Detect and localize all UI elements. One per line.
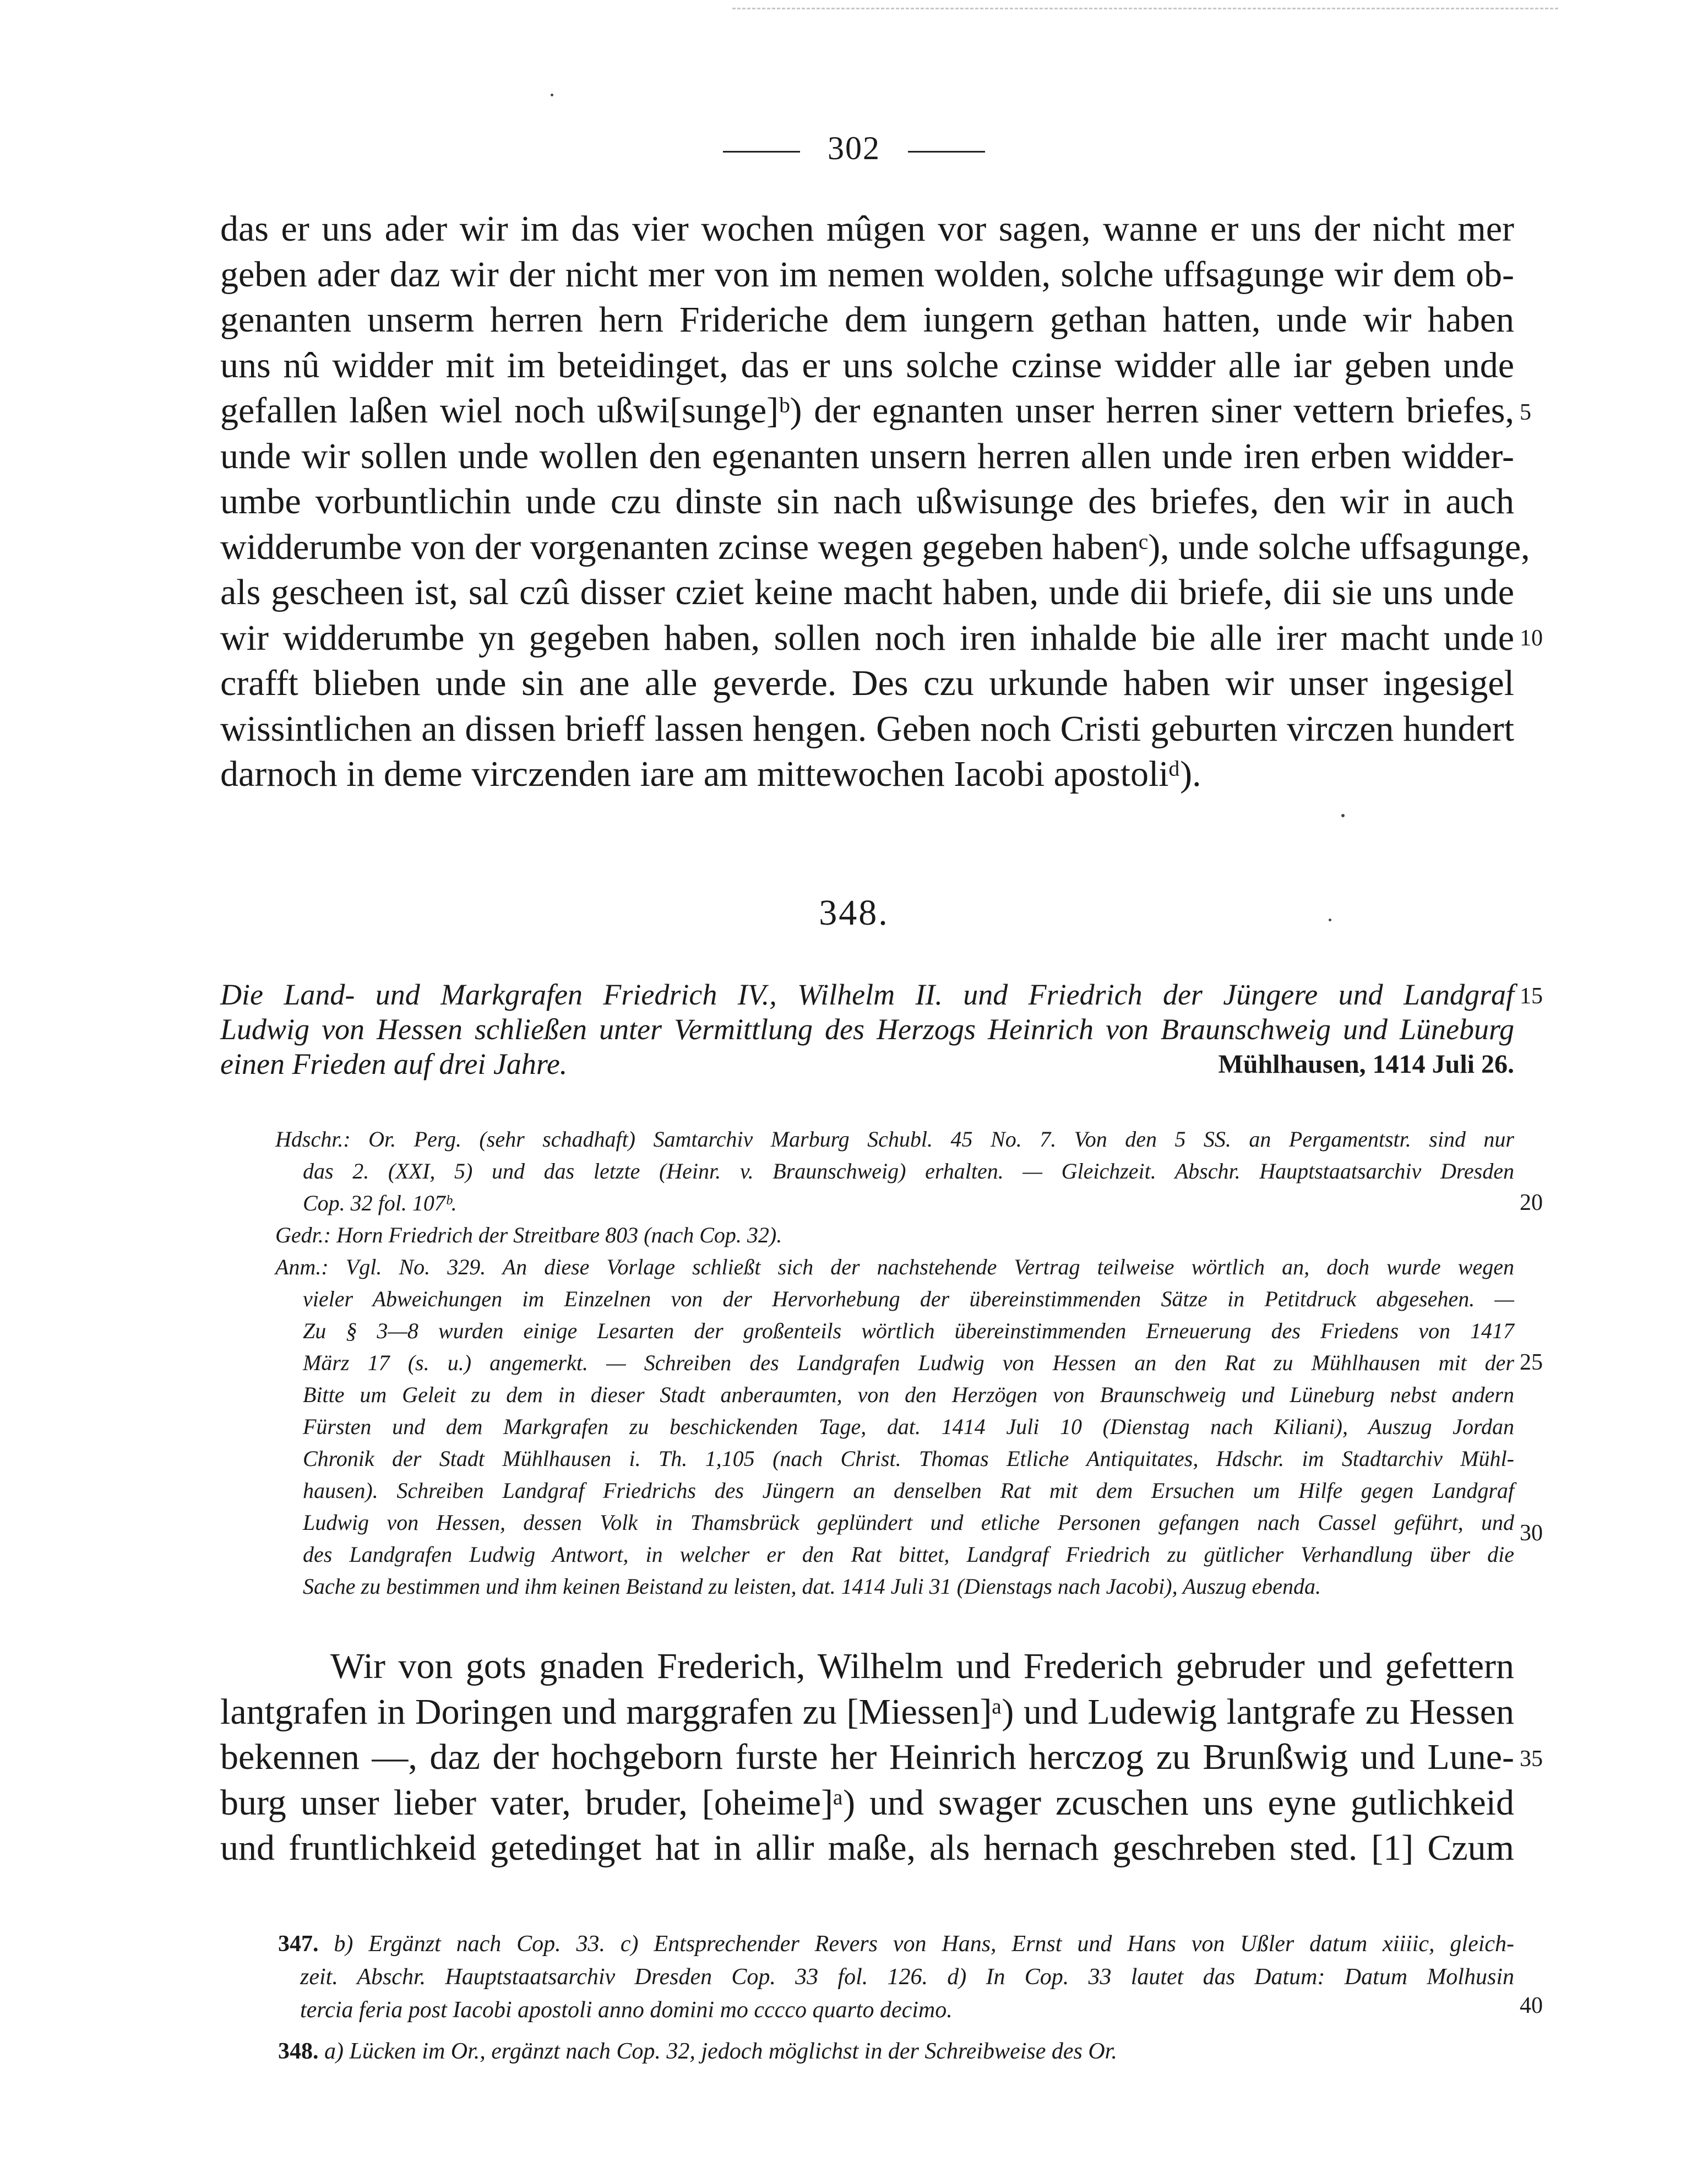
- text-line: und fruntlichkeid getedinget hat in allir maße, als hernach geschreben sted. [1] Czum: [220, 1828, 1514, 1868]
- text-line: umbe vorbuntlichin unde czu dinste sin nach ußwisunge des briefes, den wir in auch: [220, 481, 1514, 522]
- note-line: März 17 (s. u.) angemerkt. — Schreiben des Landgrafen Ludwig von Hessen an den Rat zu Mühlhausen mit der: [303, 1350, 1514, 1375]
- footnote-text: a) Lücken im Or., ergänzt nach Cop. 32, jedoch möglichst in der Schreibweise des Or.: [324, 2039, 1117, 2064]
- margin-line-number: 10: [1520, 626, 1543, 651]
- footnote-line: [278, 2035, 1514, 2068]
- footnote-line: zeit. Abschr. Hauptstaatsarchiv Dresden Cop. 33 fol. 126. d) In Cop. 33 lautet das Datum: Datum Molhusin: [300, 1964, 1514, 1990]
- text-line: unde wir sollen unde wollen den egenanten unsern herren allen unde iren erben widder-: [220, 436, 1514, 476]
- text-line: lantgrafen in Doringen und marggrafen zu [Miessen]ᵃ) und Ludewig lantgrafe zu Hessen: [220, 1691, 1514, 1732]
- footnote-text: b) Ergänzt nach Cop. 33. c) Entsprechender Revers von Hans, Ernst und Hans von Ußler datum xiiiic, gleich-: [334, 1931, 1515, 1957]
- footnote-line: tercia feria post Iacobi apostoli anno domini mo cccco quarto decimo.: [300, 1997, 953, 2023]
- regest-line: Die Land- und Markgrafen Friedrich IV., Wilhelm II. und Friedrich der Jüngere und Landgraf: [220, 978, 1514, 1011]
- footnote-label: 348.: [278, 2039, 319, 2064]
- footnotes-348: [278, 2035, 1514, 2068]
- note-line: Gedr.: Horn Friedrich der Streitbare 803 (nach Cop. 32).: [275, 1223, 782, 1247]
- document-number: 348.: [819, 893, 889, 933]
- footnote-line: [278, 1927, 1514, 1961]
- text-line: als gescheen ist, sal czû disser cziet keine macht haben, unde dii briefe, dii sie uns unde: [220, 572, 1514, 612]
- margin-line-number: 20: [1520, 1190, 1543, 1215]
- margin-line-number: 40: [1520, 1993, 1543, 2018]
- page-header: [0, 129, 1708, 167]
- place-date: Mühlhausen, 1414 Juli 26.: [1218, 1050, 1514, 1079]
- text-line: gefallen laßen wiel noch ußwi[sunge]ᵇ) der egnanten unser herren siner vettern briefes,: [220, 390, 1514, 431]
- regest-line-text: einen Frieden auf drei Jahre.: [220, 1047, 568, 1080]
- margin-line-number: 30: [1520, 1521, 1543, 1546]
- text-line: wissintlichen an dissen brieff lassen hengen. Geben noch Cristi geburten virczen hundert: [220, 708, 1514, 749]
- text-line: wir widderumbe yn gegeben haben, sollen noch iren inhalde bie alle irer macht unde: [220, 617, 1514, 658]
- margin-line-number: 15: [1520, 984, 1543, 1009]
- note-line: Chronik der Stadt Mühlhausen i. Th. 1,105 (nach Christ. Thomas Etliche Antiquitates, Hdschr. im Stadtarchiv Mühl-: [303, 1446, 1514, 1471]
- note-line: Anm.: Vgl. No. 329. An diese Vorlage schließt sich der nachstehende Vertrag teilweise wörtlich an, doch wurde wegen: [275, 1255, 1514, 1279]
- source-notes: [275, 1123, 1514, 1603]
- text-line: das er uns ader wir im das vier wochen mûgen vor sagen, wanne er uns der nicht mer: [220, 209, 1514, 249]
- note-line: Cop. 32 fol. 107ᵇ.: [303, 1191, 457, 1215]
- note-line: das 2. (XXI, 5) und das letzte (Heinr. v. Braunschweig) erhalten. — Gleichzeit. Abschr. Hauptstaatsarchiv Dresden: [303, 1159, 1514, 1183]
- header-dash-right: [908, 151, 985, 153]
- page-number: 302: [828, 130, 880, 166]
- note-line: Zu § 3—8 wurden einige Lesarten der großenteils wörtlich übereinstimmenden Erneuerung des Friedens von 1417: [303, 1318, 1514, 1343]
- note-line: Fürsten und dem Markgrafen zu beschickenden Tage, dat. 1414 Juli 10 (Dienstag nach Kiliani), Auszug Jordan: [303, 1414, 1514, 1439]
- margin-line-number: 25: [1520, 1350, 1543, 1375]
- text-line: darnoch in deme virczenden iare am mittewochen Iacobi apostoliᵈ).: [220, 754, 1201, 794]
- ink-speck: [1341, 814, 1345, 817]
- text-line: crafft blieben unde sin ane alle geverde. Des czu urkunde haben wir unser ingesigel: [220, 663, 1514, 703]
- text-line: geben ader daz wir der nicht mer von im nemen wolden, solche uffsagunge wir dem ob-: [220, 254, 1514, 295]
- note-line: hausen). Schreiben Landgraf Friedrichs des Jüngern an denselben Rat mit dem Ersuchen um Hilfe gegen Landgraf: [303, 1478, 1514, 1503]
- top-rule: [732, 8, 1558, 9]
- note-line: Ludwig von Hessen, dessen Volk in Thamsbrück geplündert und etliche Personen gefangen nach Cassel geführt, und: [303, 1510, 1514, 1535]
- text-line: genanten unserm herren hern Frideriche dem iungern gethan hatten, unde wir haben: [220, 300, 1514, 340]
- note-line: Hdschr.: Or. Perg. (sehr schadhaft) Samtarchiv Marburg Schubl. 45 No. 7. Von den 5 SS. an Pergamentstr. sind nur: [275, 1127, 1514, 1152]
- main-text: [220, 1644, 1514, 1871]
- text-line: widderumbe von der vorgenanten zcinse wegen gegeben habenᶜ), unde solche uffsagunge,: [220, 526, 1530, 567]
- regest-line: Ludwig von Hessen schließen unter Vermittlung des Herzogs Heinrich von Braunschweig und Lüneburg: [220, 1013, 1514, 1046]
- ink-speck: [551, 94, 553, 96]
- regest: [220, 978, 1514, 1082]
- margin-line-number: 35: [1520, 1746, 1543, 1772]
- footnotes-347: [278, 1927, 1514, 2027]
- footnote-label: 347.: [278, 1931, 319, 1957]
- note-line: Sache zu bestimmen und ihm keinen Beistand zu leisten, dat. 1414 Juli 31 (Dienstags nach Jacobi), Auszug ebenda.: [303, 1574, 1321, 1599]
- text-line: uns nû widder mit im beteidinget, das er uns solche czinse widder alle iar geben unde: [220, 345, 1514, 385]
- note-line: des Landgrafen Ludwig Antwort, in welcher er den Rat bittet, Landgraf Friedrich zu gütlicher Verhandlung über die: [303, 1542, 1514, 1567]
- header-dash-left: [723, 151, 800, 153]
- text-line: burg unser lieber vater, bruder, [oheime]ᵃ) und swager zcuschen uns eyne gutlichkeid: [220, 1782, 1514, 1823]
- regest-line: [220, 1047, 1514, 1082]
- text-line: Wir von gots gnaden Frederich, Wilhelm und Frederich gebruder und gefettern: [330, 1646, 1514, 1686]
- margin-line-number: 5: [1520, 400, 1531, 425]
- note-line: vieler Abweichungen im Einzelnen von der Hervorhebung der übereinstimmenden Sätze in Petitdruck abgesehen. —: [303, 1286, 1514, 1311]
- continued-text: [220, 207, 1530, 797]
- text-line: bekennen —, daz der hochgeborn furste her Heinrich herczog zu Brunßwig und Lune-: [220, 1737, 1514, 1777]
- note-line: Bitte um Geleit zu dem in dieser Stadt anberaumten, von den Herzögen von Braunschweig und Lüneburg nebst andern: [303, 1382, 1514, 1407]
